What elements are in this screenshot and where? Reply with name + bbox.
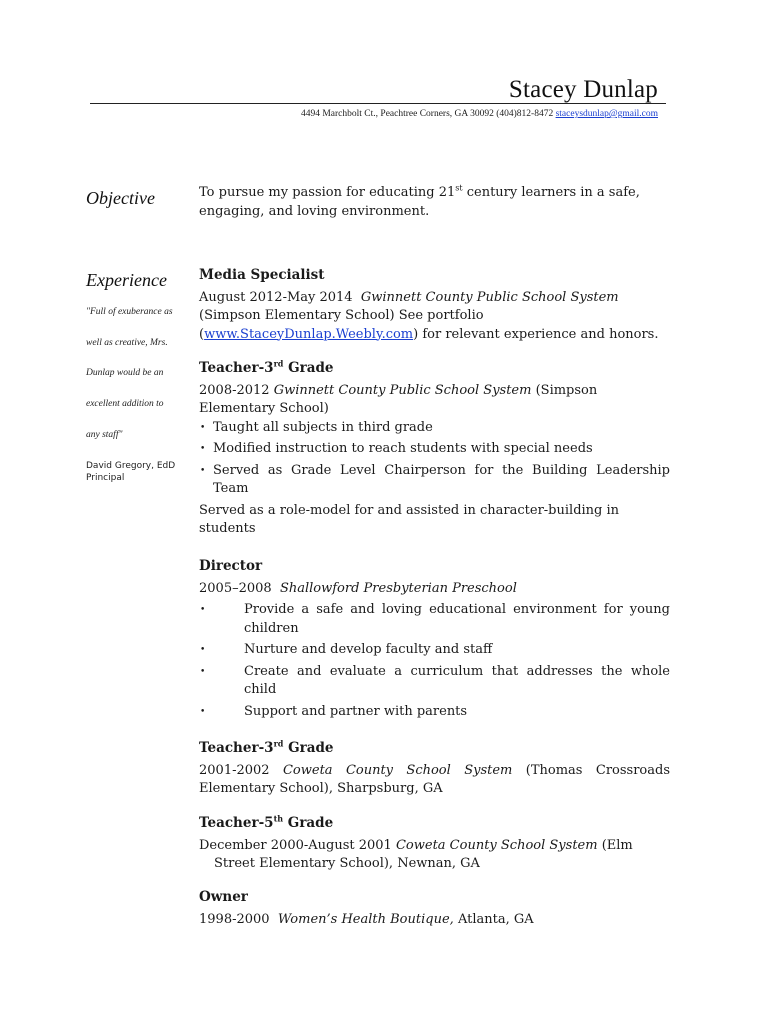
job-note: Served as a role-model for and assisted in character-building in students xyxy=(199,502,620,536)
testimonial-line: "Full of exuberance as xyxy=(86,307,173,317)
job-details: December 2000-August 2001 Coweta County School System (Elm Street Elementary School), Newnan, GA xyxy=(199,837,633,871)
list-item: • Taught all subjects in third grade xyxy=(200,419,433,435)
job-title: Owner xyxy=(199,889,248,905)
portfolio-link[interactable]: www.StaceyDunlap.Weebly.com xyxy=(204,326,414,342)
job-owner xyxy=(199,888,670,929)
list-item: • Served as Grade Level Chairperson for the Building Leadership Team xyxy=(200,462,670,496)
job-title: Teacher-3rd Grade xyxy=(199,738,334,756)
job-details: 2001-2002 Coweta County School System (Thomas Crossroads Elementary School), Sharpsburg, GA xyxy=(199,762,670,796)
testimonial-line: Dunlap would be an xyxy=(86,368,164,378)
job-teacher-3rd-grade xyxy=(199,739,670,799)
testimonial-line: well as creative, Mrs. xyxy=(86,338,168,348)
job-details: 2008-2012 Gwinnett County Public School System (Simpson Elementary School) xyxy=(199,382,598,416)
candidate-name: Stacey Dunlap xyxy=(508,76,658,103)
testimonial-line: excellent addition to xyxy=(86,399,164,409)
contact-address: 4494 Marchbolt Ct., Peachtree Corners, GA 30092 (404)812-8472 xyxy=(300,109,554,119)
list-item: • Create and evaluate a curriculum that addresses the whole child xyxy=(200,663,670,697)
list-item: • Support and partner with parents xyxy=(200,703,468,719)
job-details: August 2012-May 2014 Gwinnett County Public School System (Simpson Elementary School) See portfolio (www.StaceyDunlap.Weebly.com) for relevant experience and honors. xyxy=(199,289,659,342)
job-title: Teacher-5th Grade xyxy=(199,813,334,831)
job-title: Media Specialist xyxy=(199,267,325,283)
job-director xyxy=(199,557,670,724)
job-teacher-5th-grade xyxy=(199,814,670,874)
job-title: Teacher-3rd Grade xyxy=(199,358,334,376)
job-media-specialist xyxy=(199,266,670,344)
objective-heading: Objective xyxy=(86,188,155,208)
duties-list xyxy=(199,419,670,499)
list-item: • Provide a safe and loving educational environment for young children xyxy=(200,602,670,636)
job-teacher-3rd-grade xyxy=(199,359,670,539)
header-divider xyxy=(90,103,666,104)
objective-text: To pursue my passion for educating 21st century learners in a safe, engaging, and loving environment. xyxy=(199,183,640,219)
job-title: Director xyxy=(199,558,263,574)
testimonial-attribution xyxy=(86,460,175,484)
attribution-name: David Gregory, EdD xyxy=(86,461,176,471)
contact-line xyxy=(301,109,658,119)
duties-list xyxy=(199,601,670,721)
list-item: • Modified instruction to reach students with special needs xyxy=(200,441,593,456)
testimonial-line: any staff" xyxy=(86,430,123,440)
job-details: 2005–2008 Shallowford Presbyterian Preschool xyxy=(199,580,517,596)
job-details: 1998-2000 Women’s Health Boutique, Atlanta, GA xyxy=(199,911,534,927)
attribution-title: Principal xyxy=(86,473,125,483)
email-link[interactable]: staceysdunlap@gmail.com xyxy=(555,109,658,119)
experience-heading: Experience xyxy=(86,270,167,290)
list-item: • Nurture and develop faculty and staff xyxy=(200,642,493,657)
